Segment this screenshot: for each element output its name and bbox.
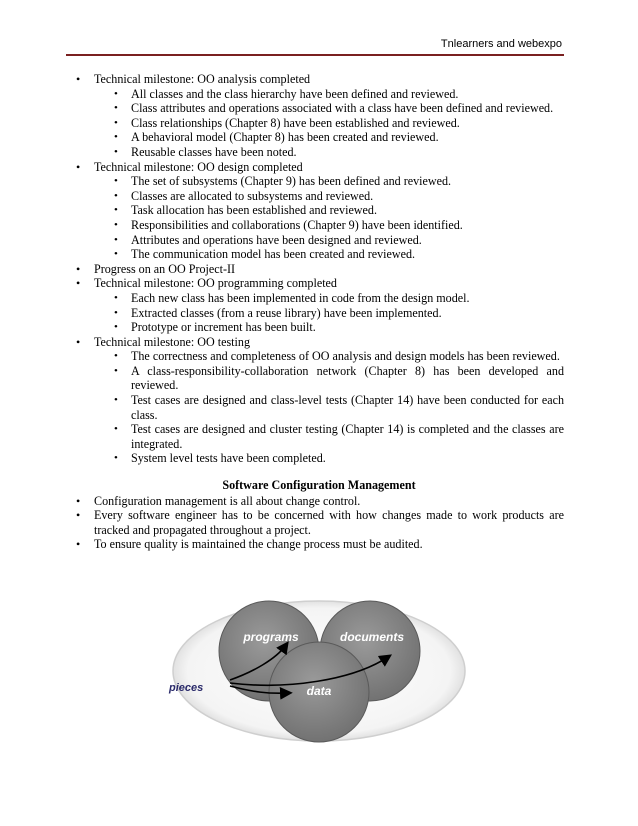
list-item: • Class relationships (Chapter 8) have been established and reviewed. xyxy=(131,116,564,131)
list-item: • A class-responsibility-collaboration network (Chapter 8) has been developed and reviewed. xyxy=(131,364,564,393)
milestone-title: Technical milestone: OO programming completed xyxy=(94,276,337,291)
scm-venn-diagram xyxy=(168,597,470,749)
list-item: • Every software engineer has to be concerned with how changes made to work products are tracked and propagated throughout a project. xyxy=(74,508,564,537)
pieces-label: pieces xyxy=(169,682,204,694)
list-item: • The correctness and completeness of OO analysis and design models has been reviewed. xyxy=(131,349,564,364)
list-item: • To ensure quality is maintained the change process must be audited. xyxy=(74,537,564,552)
milestone-group xyxy=(74,335,564,466)
list-item: • Test cases are designed and cluster testing (Chapter 14) is completed and the classes are integrated. xyxy=(131,422,564,451)
milestone-items xyxy=(94,291,564,335)
milestone-items xyxy=(94,87,564,160)
list-item: • Reusable classes have been noted. xyxy=(131,145,564,160)
list-item: • Prototype or increment has been built. xyxy=(131,320,564,335)
list-item: • Responsibilities and collaborations (Chapter 9) have been identified. xyxy=(131,218,564,233)
list-item: • The set of subsystems (Chapter 9) has been defined and reviewed. xyxy=(131,174,564,189)
list-item: • The communication model has been created and reviewed. xyxy=(131,247,564,262)
milestone-title: Technical milestone: OO design completed xyxy=(94,159,303,174)
list-item: • Test cases are designed and class-level tests (Chapter 14) have been conducted for each class. xyxy=(131,393,564,422)
list-item: • Attributes and operations have been designed and reviewed. xyxy=(131,233,564,248)
page-content xyxy=(74,72,564,552)
list-item: • Classes are allocated to subsystems and reviewed. xyxy=(131,189,564,204)
list-item: • Configuration management is all about change control. xyxy=(74,494,564,509)
milestone-title: Technical milestone: OO testing xyxy=(94,334,250,349)
page-header: Tnlearners and webexpo xyxy=(440,38,562,50)
header-rule xyxy=(66,54,564,56)
documents-label: documents xyxy=(339,630,405,644)
list-item: • Each new class has been implemented in code from the design model. xyxy=(131,291,564,306)
milestone-group xyxy=(74,160,564,262)
milestone-items xyxy=(94,174,564,262)
milestone-title: Progress on an OO Project-II xyxy=(94,261,236,276)
list-item: • System level tests have been completed. xyxy=(131,451,564,466)
scm-list xyxy=(74,494,564,552)
milestone-group xyxy=(74,262,564,277)
data-label: data xyxy=(306,684,332,698)
list-item: • Extracted classes (from a reuse library) have been implemented. xyxy=(131,306,564,321)
milestone-title: Technical milestone: OO analysis completed xyxy=(94,72,311,86)
section-title: Software Configuration Management xyxy=(222,478,416,493)
list-item: • A behavioral model (Chapter 8) has been created and reviewed. xyxy=(131,130,564,145)
programs-label: programs xyxy=(243,630,299,644)
milestone-group xyxy=(74,276,564,334)
milestone-items xyxy=(94,349,564,466)
list-item: • Class attributes and operations associated with a class have been defined and reviewed. xyxy=(131,101,564,116)
milestone-list xyxy=(74,72,564,466)
milestone-group xyxy=(74,72,564,160)
list-item: • Task allocation has been established and reviewed. xyxy=(131,203,564,218)
list-item: • All classes and the class hierarchy have been defined and reviewed. xyxy=(131,87,564,102)
